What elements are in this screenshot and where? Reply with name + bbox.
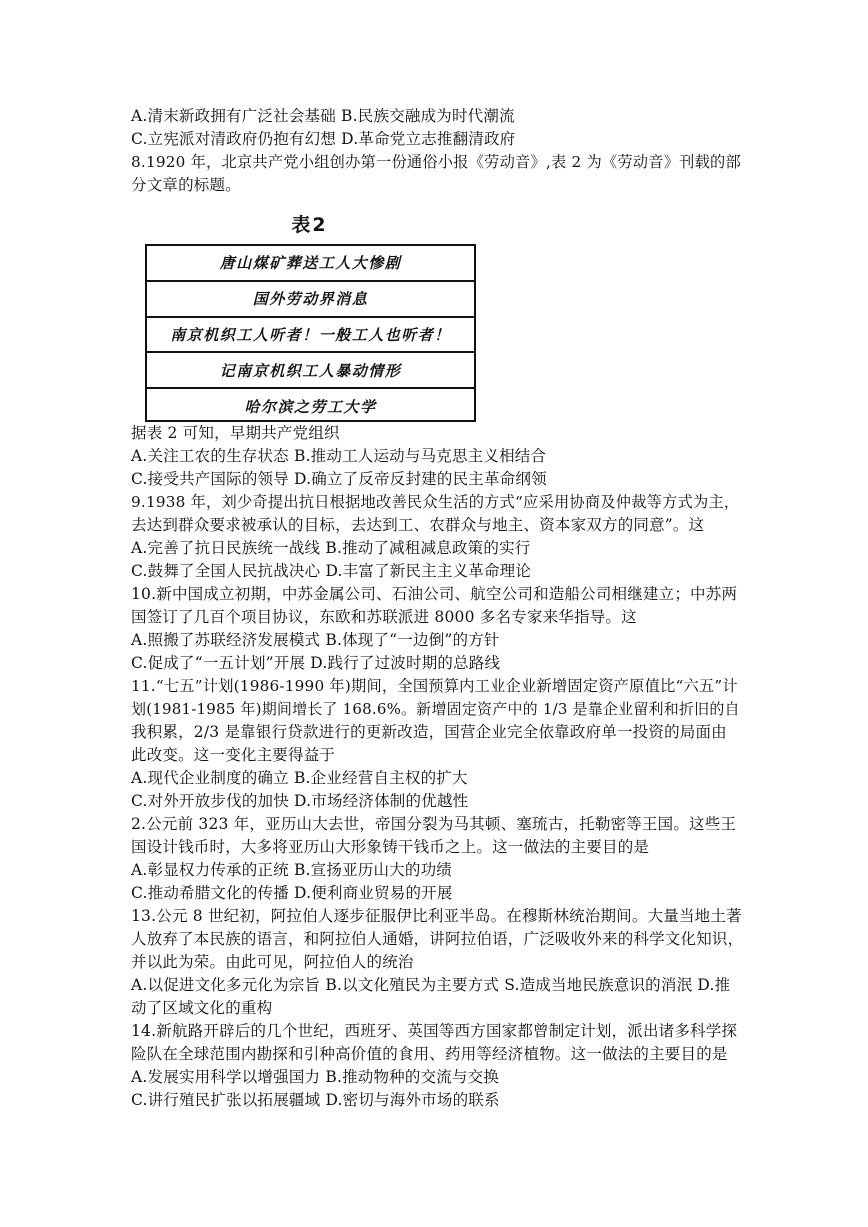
option-line: A.以促进文化多元化为宗旨 B.以文化殖民为主要方式 S.造成当地民族意识的消泯 D.推 [131, 976, 731, 994]
question-13-text: 13.公元 8 世纪初，阿拉伯人逐步征服伊比利亚半岛。在穆斯林统治期间。大量当地土著 [131, 907, 742, 925]
question-12-text-cont: 国设计钱币时，大多将亚历山大形象铸干钱币之上。这一做法的主要目的是 [131, 838, 650, 856]
table-row: 南京机织工人听者！一般工人也听者！ [147, 318, 474, 354]
option-line: C.对外开放步伐的加快 D.市场经济体制的优越性 [131, 792, 469, 810]
table-row: 唐山煤矿葬送工人大惨剧 [147, 246, 474, 282]
question-8-prompt: 据表 2 可知，早期共产党组织 [131, 424, 340, 442]
question-11-text-cont: 我积累，2/3 是靠银行贷款进行的更新改造，国营企业完全依靠政府单一投资的局面由 [131, 723, 727, 741]
question-14-text-cont: 险队在全球范围内勘探和引种高价值的食用、药用等经济植物。这一做法的主要目的是 [131, 1045, 728, 1063]
question-9-text: 9.1938 年，刘少奇提出抗日根据地改善民众生活的方式“应采用协商及仲裁等方式为主， [131, 493, 740, 511]
option-line: A.彰显权力传承的正统 B.宣扬亚历山大的功绩 [131, 861, 452, 879]
option-line: A.完善了抗日民族统一战线 B.推动了减租减息政策的实行 [131, 539, 531, 557]
option-line: A.发展实用科学以增强国力 B.推动物种的交流与交换 [131, 1068, 500, 1086]
question-10-text-cont: 国签订了几百个项目协议，东欧和苏联派进 8000 多名专家来华指导。这 [131, 608, 637, 626]
question-11-text-cont: 此改变。这一变化主要得益于 [131, 746, 336, 764]
question-11-text: 11.“七五”计划(1986-1990 年)期间，全国预算内工业企业新增固定资产原值比“六五”计 [131, 677, 738, 695]
table-row: 哈尔滨之劳工大学 [244, 397, 377, 416]
table-2-title: 表2 [291, 214, 328, 236]
option-line: C.立宪派对清政府仍抱有幻想 D.革命党立志推翻清政府 [131, 130, 516, 148]
question-13-text-cont: 并以此为荣。由此可见，阿拉伯人的统治 [131, 953, 414, 971]
option-line: C.鼓舞了全国人民抗战决心 D.丰富了新民主主义革命理论 [131, 562, 532, 580]
option-line: C.促成了“一五计划”开展 D.践行了过波时期的总路线 [131, 654, 501, 672]
question-11-text-cont: 划(1981-1985 年)期间增长了 168.6%。新增固定资产中的 1/3 是靠企业留利和折旧的自 [131, 700, 740, 718]
table-2-box [145, 244, 476, 422]
option-line: A.清末新政拥有广泛社会基础 B.民族交融成为时代潮流 [131, 107, 515, 125]
question-8-text-cont: 分文章的标题。 [131, 176, 241, 194]
option-line: A.照搬了苏联经济发展模式 B.体现了“一边倒”的方针 [131, 631, 500, 649]
option-line: C.讲行殖民扩张以拓展疆域 D.密切与海外市场的联系 [131, 1091, 500, 1109]
option-line: A.关注工农的生存状态 B.推动工人运动与马克思主义相结合 [131, 447, 547, 465]
option-line: 动了区域文化的重构 [131, 999, 273, 1017]
question-10-text: 10.新中国成立初期，中苏金属公司、石油公司、航空公司和造船公司相继建立；中苏两 [131, 585, 738, 603]
question-12-text: 2.公元前 323 年，亚历山大去世，帝国分裂为马其顿、塞琉古，托勒密等王国。这些王 [131, 815, 737, 833]
option-line: C.接受共产国际的领导 D.确立了反帝反封建的民主革命纲领 [131, 470, 547, 488]
table-2 [143, 208, 476, 420]
option-line: C.推动希腊文化的传播 D.便利商业贸易的开展 [131, 884, 453, 902]
table-row: 国外劳动界消息 [147, 282, 474, 318]
question-8-text: 8.1920 年，北京共产党小组创办第一份通俗小报《劳动音》,表 2 为《劳动音》刊载的部 [131, 153, 741, 171]
option-line: A.现代企业制度的确立 B.企业经营自主权的扩大 [131, 769, 468, 787]
table-row: 记南京机织工人暴动情形 [147, 353, 474, 389]
question-14-text: 14.新航路开辟后的几个世纪，西班牙、英国等西方国家都曾制定计划，派出诸多科学探 [131, 1022, 738, 1040]
question-13-text-cont: 人放弃了本民族的语言，和阿拉伯人通婚，讲阿拉伯语，广泛吸收外来的科学文化知识， [131, 930, 744, 948]
question-9-text-cont: 去达到群众要求被承认的目标，去达到工、农群众与地主、资本家双方的同意”。这 [131, 516, 705, 534]
